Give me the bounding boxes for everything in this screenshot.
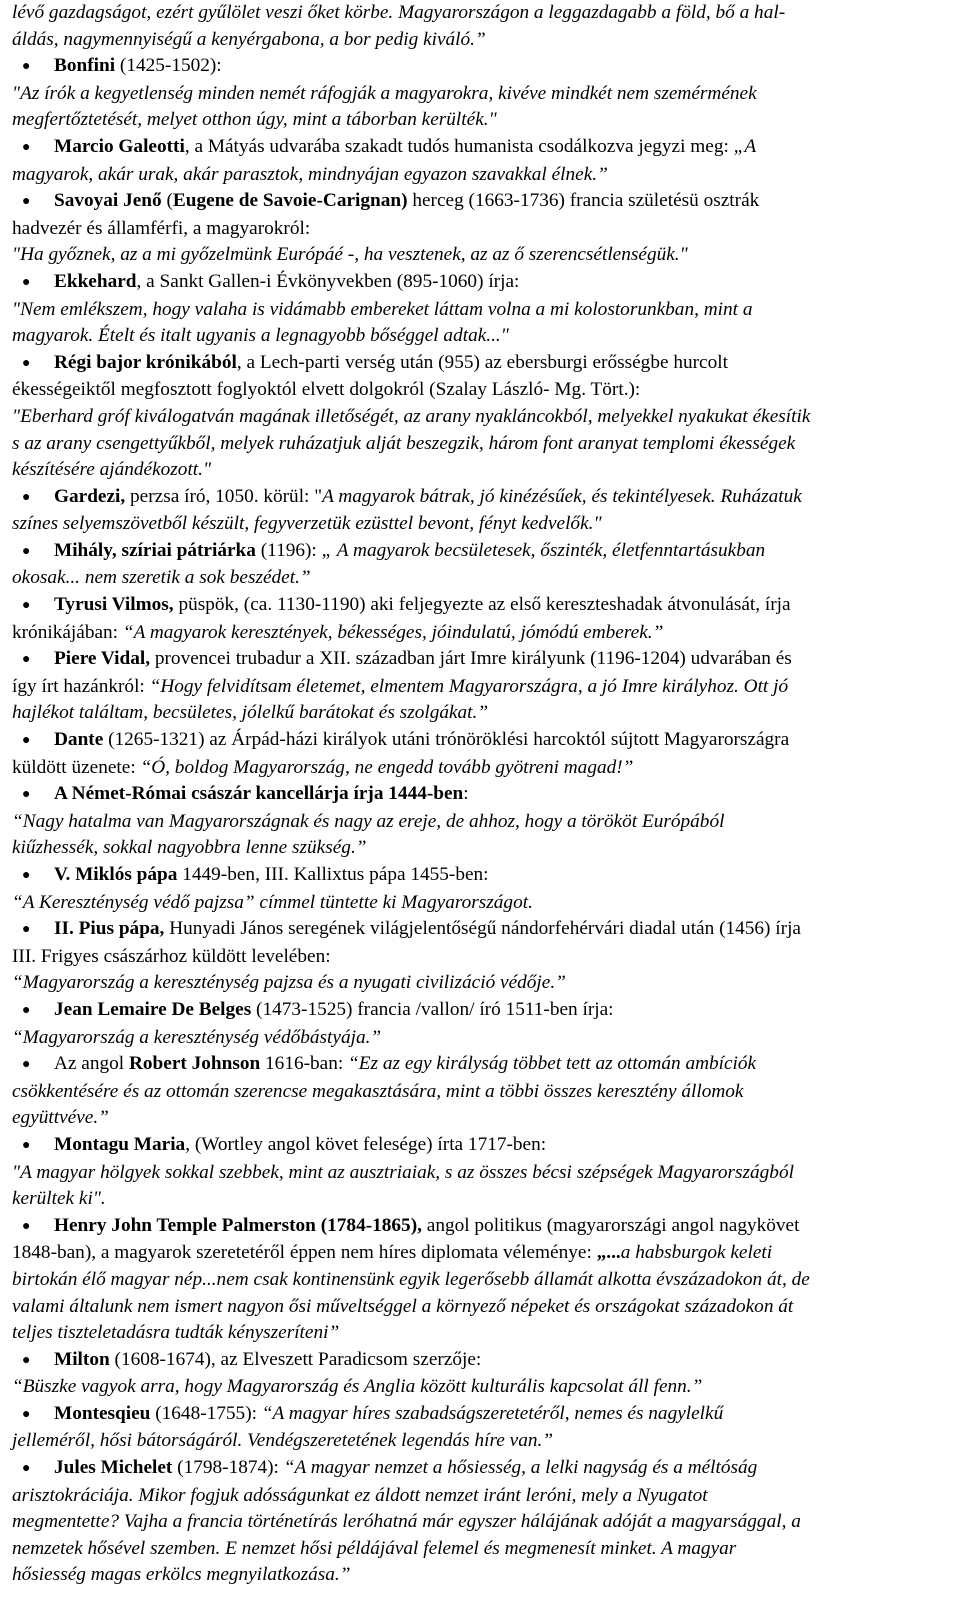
quote-text: magyarok. Ételt és italt ugyanis a legnagyobb bőséggel adtak...": [12, 325, 509, 347]
bullet-icon: [12, 270, 54, 297]
quote-text: "Az írók a kegyetlenség minden nemét ráfogják a magyarokra, kivéve mindkét nem szemérmének: [12, 82, 757, 104]
body-text: (1196):: [255, 539, 322, 561]
text-line: [12, 674, 932, 701]
bold-text: Jean Lemaire De Belges: [54, 998, 252, 1020]
body-text: küldött üzenete:: [12, 756, 141, 778]
bold-text: A Német-Római császár kancellárja írja 1444-ben: [54, 783, 464, 805]
bullet-icon: [12, 54, 54, 81]
bold-text: Montagu Maria: [54, 1133, 186, 1155]
bullet-entry-line: [12, 646, 932, 674]
body-text: (1473-1525) francia /vallon/ író 1511-ben írja:: [251, 998, 614, 1020]
text-line: [12, 242, 932, 269]
bullet-icon: [12, 863, 54, 890]
text-line: [12, 1428, 932, 1455]
text-line: [12, 404, 932, 431]
bullet-icon: [12, 917, 54, 944]
quote-text: magyarok, akár urak, akár parasztok, mindnyájan egyazon szavakkal élnek.”: [12, 163, 608, 185]
text-line: [12, 1160, 932, 1187]
bullet-entry-line: [12, 1455, 932, 1483]
text-line: [12, 1536, 932, 1563]
body-text: krónikájában:: [12, 621, 123, 643]
body-text: :: [463, 783, 469, 805]
text-line: [12, 1025, 932, 1052]
body-text: 1449-ben, III. Kallixtus pápa 1455-ben:: [177, 864, 489, 885]
quote-text: nemzetek hősével szemben. E nemzet hősi példájával felemel és megmenesít minket. A magyar: [12, 1537, 737, 1559]
text-line: [12, 0, 932, 27]
quote-text: jelleméről, hősi bátorságáról. Vendégszeretetének legendás híre van.”: [12, 1430, 554, 1452]
bullet-entry-line: [12, 862, 932, 890]
bold-text: Savoyai Jenő: [54, 190, 162, 212]
bullet-entry-line: [12, 727, 932, 755]
quote-text: a habsburgok keleti: [620, 1242, 773, 1264]
text-line: [12, 377, 932, 404]
text-line: [12, 1079, 932, 1106]
body-text: püspök, (ca. 1130-1190) aki feljegyezte az első kereszteshadak átvonulását, írja: [173, 594, 791, 616]
body-text: 1848-ban), a magyarok szeretetéről éppen nem híres diplomata véleménye:: [12, 1242, 597, 1264]
body-text: (1648-1755):: [150, 1402, 262, 1424]
bold-text: Mihály, szíriai pátriárka: [54, 539, 256, 561]
bold-text: Bonfini: [54, 55, 116, 77]
text-line: [12, 565, 932, 592]
body-text: Az angol: [54, 1053, 129, 1075]
bullet-icon: [12, 647, 54, 674]
body-text: herceg (1663-1736) francia születésü osztrák: [407, 190, 760, 212]
body-text: , (Wortley angol követ felesége) írta 1717-ben:: [185, 1133, 547, 1155]
text-line: [12, 1294, 932, 1321]
bold-text: Montesqieu: [54, 1402, 151, 1424]
bold-text: Jules Michelet: [54, 1457, 173, 1479]
bullet-icon: [12, 539, 54, 566]
text-line: [12, 27, 932, 54]
bold-text: Milton: [54, 1348, 110, 1370]
body-text: 1616-ban:: [260, 1053, 349, 1075]
bold-text: Henry John Temple Palmerston (1784-1865),: [54, 1214, 422, 1236]
bullet-icon: [12, 1133, 54, 1160]
bullet-entry-line: [12, 1401, 932, 1429]
text-line: [12, 620, 932, 647]
text-line: [12, 700, 932, 727]
text-line: [12, 1483, 932, 1510]
bold-text: Robert Johnson: [128, 1053, 261, 1075]
quote-text: teljes tiszteletadásra tudták kényszeríteni”: [12, 1322, 340, 1344]
bold-text: „...: [596, 1242, 621, 1264]
body-text: (: [161, 190, 173, 212]
body-text: , a Sankt Gallen-i Évkönyvekben (895-1060) írja:: [136, 270, 520, 292]
quote-text: hősiesség magas erkölcs megnyilatkozása.”: [12, 1564, 351, 1586]
bullet-icon: [12, 1052, 54, 1079]
quote-text: színes selyemszövetből készült, fegyverzetük ezüsttel bevont, fényt kedvelők.": [12, 513, 602, 535]
quote-text: „ A magyarok becsületesek, őszinték, életfenntartásukban: [321, 539, 766, 561]
quote-text: “Magyarország a kereszténység pajzsa és a nyugati civilizáció védője.”: [12, 972, 566, 994]
quote-text: arisztokráciája. Mikor fogjuk adósságunkat ez áldott nemzet iránt leróni, mely a Nyugatot: [12, 1484, 708, 1506]
bullet-entry-line: [12, 1051, 932, 1079]
quote-text: „A: [733, 135, 757, 157]
bullet-entry-line: [12, 269, 932, 297]
bullet-entry-line: [12, 916, 932, 944]
body-text: Hunyadi János seregének világjelentőségű nándorfehérvári diadal után (1456) írja: [164, 918, 801, 940]
quote-text: “A magyar nemzet a hősiesség, a lelki nagyság és a méltóság: [283, 1457, 758, 1479]
text-line: [12, 216, 932, 243]
body-text: hadvezér és államférfi, a magyarokról:: [12, 217, 311, 239]
quote-text: s az arany csengettyűkből, melyek ruházatjuk alját beszegzik, három font aranyat templomi ékességek: [12, 432, 796, 454]
bullet-icon: [12, 189, 54, 216]
bold-text: Eugene de Savoie-Carignan): [172, 190, 408, 212]
quote-text: "Nem emlékszem, hogy valaha is vidámabb embereket láttam volna a mi kolostorunkban, mint a: [12, 298, 753, 320]
bold-text: Gardezi,: [54, 485, 126, 507]
body-text: perzsa író, 1050. körül: ": [125, 485, 323, 507]
text-line: [12, 457, 932, 484]
quote-text: “A magyar híres szabadságszeretetéről, nemes és nagylelkű: [261, 1402, 724, 1424]
text-line: [12, 1267, 932, 1294]
quote-text: "Ha győznek, az a mi győzelmünk Európáé -, ha vesztenek, az az ő szerencsétlenségük.": [12, 244, 688, 266]
text-line: [12, 944, 932, 971]
text-line: [12, 1562, 932, 1589]
quote-text: "A magyar hölgyek sokkal szebbek, mint az ausztriaiak, s az összes bécsi szépségek Magyarországból: [12, 1161, 794, 1183]
bullet-icon: [12, 728, 54, 755]
quote-text: “A magyarok keresztények, békességes, jóindulatú, jómódú emberek.”: [122, 621, 664, 643]
quote-text: csökkentésére és az ottomán szerencse megakasztására, mint a többi összes keresztény állomok: [12, 1080, 744, 1102]
text-line: [12, 323, 932, 350]
quote-text: A magyarok bátrak, jó kinézésűek, és tekintélyesek. Ruházatuk: [322, 485, 802, 507]
quote-text: “Ó, boldog Magyarország, ne engedd tovább gyötreni magad!”: [140, 756, 634, 778]
body-text: angol politikus (magyarországi angol nagykövet: [421, 1214, 800, 1236]
quote-text: birtokán élő magyar nép...nem csak kontinensünk egyik legerősebb államát alkotta évszázadokon át, de: [12, 1268, 810, 1290]
text-line: [12, 162, 932, 189]
text-line: [12, 890, 932, 917]
text-line: [12, 970, 932, 997]
quote-text: kerültek ki".: [12, 1188, 106, 1210]
text-line: [12, 297, 932, 324]
body-text: , a Mátyás udvarába szakadt tudós humanista csodálkozva jegyzi meg:: [184, 135, 734, 157]
bullet-entry-line: [12, 997, 932, 1025]
body-text: , a Lech-parti verség után (955) az ebersburgi erősségbe hurcolt: [236, 351, 728, 373]
bullet-entry-line: [12, 1347, 932, 1375]
bullet-entry-line: [12, 134, 932, 162]
body-text: (1608-1674), az Elveszett Paradicsom szerzője:: [109, 1348, 482, 1370]
bullet-entry-line: [12, 350, 932, 378]
bullet-entry-line: [12, 592, 932, 620]
bullet-icon: [12, 1348, 54, 1375]
bullet-icon: [12, 1214, 54, 1241]
text-line: [12, 1374, 932, 1401]
bullet-icon: [12, 1456, 54, 1483]
bullet-icon: [12, 135, 54, 162]
text-line: [12, 1240, 932, 1267]
quote-text: megfertőztetését, melyet otthon úgy, mint a táborban kerülték.": [12, 109, 497, 131]
quote-text: “Ez az egy királyság többet tett az ottomán ambíciók: [348, 1053, 757, 1075]
text-line: [12, 1509, 932, 1536]
quote-text: valami általunk nem ismert nagyon ősi műveltséggel a környező népeket és országokat századokon át: [12, 1295, 794, 1317]
bold-text: Marcio Galeotti: [54, 135, 185, 157]
text-line: [12, 107, 932, 134]
body-text: így írt hazánkról:: [12, 675, 150, 697]
quote-text: lévő gazdagságot, ezért gyűlölet veszi őket körbe. Magyarországon a leggazdagabb a föld, bő a hal-: [12, 2, 786, 23]
body-text: ékességeiktől megfosztott foglyoktól elvett dolgokról (Szalay László- Mg. Tört.):: [12, 379, 641, 401]
quote-text: “Hogy felvidítsam életemet, elmentem Magyarországra, a jó Imre királyhoz. Ott jó: [149, 675, 789, 697]
text-line: [12, 511, 932, 538]
quote-text: hajlékot találtam, becsületes, jólelkű barátokat és szolgákat.”: [12, 702, 489, 724]
quote-text: okosak... nem szeretik a sok beszédet.”: [12, 567, 311, 589]
text-line: [12, 81, 932, 108]
bold-text: Ekkehard: [54, 270, 137, 292]
bullet-icon: [12, 485, 54, 512]
bold-text: Dante: [54, 729, 104, 751]
text-line: [12, 1186, 932, 1213]
bold-text: V. Miklós pápa: [54, 864, 178, 885]
quote-text: együttvéve.”: [12, 1107, 109, 1129]
bullet-entry-line: [12, 538, 932, 566]
quote-text: áldás, nagymennyiségű a kenyérgabona, a bor pedig kiváló.”: [12, 28, 486, 50]
body-text: (1798-1874):: [172, 1457, 284, 1479]
body-text: (1425-1502):: [115, 55, 222, 77]
bullet-entry-line: [12, 781, 932, 809]
bullet-entry-line: [12, 1132, 932, 1160]
body-text: (1265-1321) az Árpád-házi királyok utáni trónöröklési harcoktól sújtott Magyarországra: [103, 729, 790, 751]
quote-text: “Nagy hatalma van Magyarországnak és nagy az ereje, de ahhoz, hogy a törököt Európából: [12, 810, 725, 832]
text-line: [12, 1320, 932, 1347]
quote-text: “A Kereszténység védő pajzsa” címmel tüntette ki Magyarországot.: [12, 891, 533, 913]
body-text: provencei trubadur a XII. században járt Imre királyunk (1196-1204) udvarában és: [150, 648, 792, 670]
bullet-icon: [12, 998, 54, 1025]
text-line: [12, 431, 932, 458]
bullet-icon: [12, 351, 54, 378]
quote-text: "Eberhard gróf kiválogatván magának illetőségét, az arany nyakláncokból, melyekkel nyakukat ékesítik: [12, 405, 811, 427]
bullet-entry-line: [12, 1213, 932, 1241]
bullet-icon: [12, 1402, 54, 1429]
bullet-entry-line: [12, 53, 932, 81]
bold-text: Tyrusi Vilmos,: [54, 594, 174, 616]
bullet-entry-line: [12, 484, 932, 512]
text-line: [12, 809, 932, 836]
bullet-icon: [12, 593, 54, 620]
text-line: [12, 755, 932, 782]
body-text: III. Frigyes császárhoz küldött levelében:: [12, 945, 331, 967]
text-line: [12, 1105, 932, 1132]
quote-text: megmentette? Vajha a francia történetírás leróhatná már egyszer hálájának adóját a magyarsággal, a: [12, 1511, 801, 1533]
quote-text: kiűzhessék, sokkal nagyobbra lenne szükség.”: [12, 837, 367, 859]
bold-text: Régi bajor krónikából: [54, 351, 237, 373]
quote-text: “Magyarország a kereszténység védőbástyája.”: [12, 1026, 382, 1048]
quote-text: “Büszke vagyok arra, hogy Magyarország és Anglia között kulturális kapcsolat áll fenn.”: [12, 1376, 703, 1398]
bullet-icon: [12, 782, 54, 809]
text-line: [12, 835, 932, 862]
bullet-entry-line: [12, 188, 932, 216]
quote-text: készítésére ajándékozott.": [12, 459, 212, 481]
bold-text: Piere Vidal,: [54, 648, 151, 670]
bold-text: II. Pius pápa,: [54, 918, 165, 940]
